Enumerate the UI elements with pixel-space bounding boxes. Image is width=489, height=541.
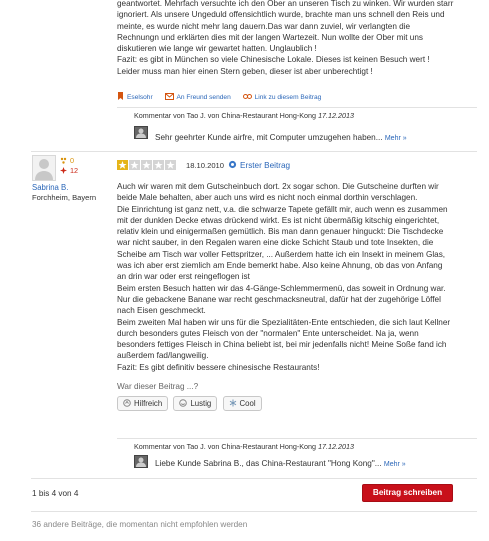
helpful-label: Hilfreich bbox=[134, 399, 163, 408]
review-text-line: nach Eisen geschmeckt. bbox=[117, 306, 206, 316]
review-text-line: was ich aber erst ziemlich am Ende bemerkt habe. Also keine Ahnung, ob das von Anfang bbox=[117, 261, 443, 271]
user-avatar-icon bbox=[33, 156, 55, 180]
gear-badge-icon bbox=[228, 160, 237, 169]
link-icon bbox=[243, 93, 252, 100]
review-text-line: mit der dunklen Decke etwas drückend wirkt. Es ist nicht übermäßig kitschig eingerichtet, bbox=[117, 215, 440, 225]
review-text-line: beide Male behalten, aber auch uns wird es nicht noch einmal dorthin verschlagen. bbox=[117, 193, 418, 203]
review-text-line: war nicht sauber, in den Regalen waren eine dicke Schicht Staub und tote Insekten, die bbox=[117, 238, 434, 248]
star-empty-icon bbox=[129, 160, 140, 170]
hidden-reviews-note[interactable]: 36 andere Beiträge, die momentan nicht empfohlen werden bbox=[32, 520, 248, 529]
review-text-line: Leider muss man hier einen Stern geben, dieser ist aber unberechtigt ! bbox=[117, 66, 373, 76]
thumb-icon bbox=[123, 399, 131, 407]
owner-comment-date: 17.12.2013 bbox=[318, 442, 355, 451]
review-text-line: ignoriert. Als unsere Ungeduld offensichtlich wurde, brachte man uns schnell den Reis und bbox=[117, 10, 445, 20]
votes-down-count: 12 bbox=[70, 165, 79, 175]
write-review-label: Beitrag schreiben bbox=[372, 488, 443, 497]
user-avatar-icon bbox=[135, 127, 147, 138]
star-empty-icon bbox=[141, 160, 152, 170]
permalink-link[interactable] bbox=[243, 94, 322, 101]
cool-label: Cool bbox=[239, 399, 256, 408]
review-text-line: Auch wir waren mit dem Gutscheinbuch dort. 2x sogar schon. Die Gutscheine durften wir bbox=[117, 182, 439, 191]
report-link[interactable] bbox=[117, 94, 155, 101]
owner-comment-author: Kommentar von Tao J. von China-Restaurant Hong-Kong bbox=[134, 111, 317, 120]
stars bbox=[117, 160, 177, 169]
review-text-line: Fazit: Es gibt definitiv bessere chinesische Restaurants! bbox=[117, 362, 320, 372]
star-empty-icon bbox=[165, 160, 176, 170]
review-text-line: Die Einrichtung ist ganz nett, v.a. die schwarze Tapete gefällt mir, auch wenn es zusammen bbox=[117, 204, 448, 214]
author-location: Forchheim, Bayern bbox=[32, 193, 97, 202]
author-name[interactable]: Sabrina B. bbox=[32, 183, 69, 192]
star-filled-icon bbox=[117, 160, 128, 170]
review-date: 18.10.2010 bbox=[186, 161, 225, 170]
funny-button[interactable] bbox=[173, 396, 217, 411]
votes-down-row bbox=[60, 166, 78, 176]
review-text-line: relativ klein und einigermaßen gemütlich. Bis man dann genauer hinguckt: Die Tischdecke bbox=[117, 227, 444, 237]
divider bbox=[117, 107, 477, 108]
thumb-up-icon bbox=[60, 157, 67, 164]
owner-avatar bbox=[134, 126, 148, 139]
helpful-question: War dieser Beitrag ...? bbox=[117, 382, 199, 391]
owner-comment-body bbox=[155, 132, 407, 144]
user-avatar-icon bbox=[135, 456, 147, 467]
review-text-line: diskutieren wie lange wir gewartet hatten. Unglaublich ! bbox=[117, 44, 317, 54]
more-link[interactable]: Mehr » bbox=[384, 135, 407, 142]
owner-comment-body bbox=[155, 458, 406, 470]
review-text-line: geantwortet. Mehrfach versuchte ich den Ober an unseren Tisch zu winken. Wir wurden starr bbox=[117, 0, 454, 8]
more-link[interactable]: Mehr » bbox=[383, 461, 406, 468]
author-avatar[interactable] bbox=[32, 155, 56, 181]
report-label: Eselsohr bbox=[127, 94, 153, 101]
funny-label: Lustig bbox=[190, 399, 212, 408]
review-1-text bbox=[117, 0, 453, 77]
review-text-line: Scheibe am Tisch war voller Fettspritzer, ... Außerdem hatte ich ein Insekt in meinem Glas, bbox=[117, 249, 446, 259]
send-label: An Freund senden bbox=[176, 94, 231, 101]
review-separator bbox=[31, 151, 477, 152]
review-text-line: Nur die gebackene Banane war recht geschmacksneutral, dafür hat der zugehörige Löffel bbox=[117, 294, 441, 304]
review-text-line: Beim ersten Besuch hatten wir das 4-Gänge-Schlemmermenü, das soweit in Ordnung war. bbox=[117, 283, 446, 293]
owner-comment-header bbox=[134, 441, 354, 452]
review-separator bbox=[31, 478, 477, 479]
owner-comment-header bbox=[134, 110, 354, 121]
permalink-label: Link zu diesem Beitrag bbox=[254, 94, 322, 101]
helpful-button[interactable] bbox=[117, 396, 168, 411]
bookmark-icon bbox=[117, 92, 124, 100]
star-burst-icon bbox=[60, 167, 67, 174]
review-text-line: meinte, es wurde nicht mehr lang dauern.Das war dann zuviel, wir verlangten die bbox=[117, 21, 411, 31]
votes-up-row bbox=[60, 156, 78, 166]
divider bbox=[31, 511, 477, 512]
owner-comment-text: Sehr geehrter Kunde airfre, mit Computer umzugehen haben... bbox=[155, 133, 383, 142]
vote-counts bbox=[60, 156, 78, 175]
review-text-line: Fazit: es gibt in München so viele Chinesische Lokale. Dieses ist keinen Besuch wert ! bbox=[117, 55, 430, 65]
star-empty-icon bbox=[153, 160, 164, 170]
first-review-badge bbox=[228, 160, 290, 171]
smiley-icon bbox=[179, 399, 187, 407]
review-text-line: an drin war oder erst reingeflogen ist bbox=[117, 272, 250, 282]
review-1-actions bbox=[117, 92, 321, 101]
review-2-text bbox=[117, 181, 450, 373]
star-rating bbox=[117, 160, 177, 170]
badge-label: Erster Beitrag bbox=[240, 161, 291, 170]
mail-icon bbox=[165, 93, 174, 100]
vote-buttons bbox=[117, 396, 262, 411]
write-review-button[interactable] bbox=[362, 484, 453, 502]
owner-avatar bbox=[134, 455, 148, 468]
snowflake-icon bbox=[229, 399, 237, 407]
send-to-friend-link[interactable] bbox=[165, 94, 233, 101]
review-text-line: außerdem fad/langweilig. bbox=[117, 351, 209, 361]
review-text-line: durch besonders gutes Fleisch von der "normalen" Ente unterscheidet. Na ja, wenn bbox=[117, 328, 419, 338]
owner-comment-author: Kommentar von Tao J. von China-Restaurant Hong-Kong bbox=[134, 442, 317, 451]
divider bbox=[117, 438, 477, 439]
pagination-info: 1 bis 4 von 4 bbox=[32, 489, 79, 498]
review-text-line: besonders fettiges Fleisch in China beliebt ist, bei mir jedenfalls nicht! Meine Soße fand ich bbox=[117, 340, 447, 350]
cool-button[interactable] bbox=[223, 396, 262, 411]
owner-comment-date: 17.12.2013 bbox=[318, 111, 355, 120]
owner-comment-text: Liebe Kunde Sabrina B., das China-Restaurant "Hong Kong"... bbox=[155, 459, 382, 468]
review-text-line: Rechnungn und erklärten dies mit der langen Wartezeit. Nun wollte der Ober mit uns bbox=[117, 32, 423, 42]
votes-up-count: 0 bbox=[70, 156, 75, 165]
review-text-line: Beim zweiten Mal haben wir uns für die Spezialitäten-Ente entschieden, die sich laut Kellner bbox=[117, 317, 451, 327]
